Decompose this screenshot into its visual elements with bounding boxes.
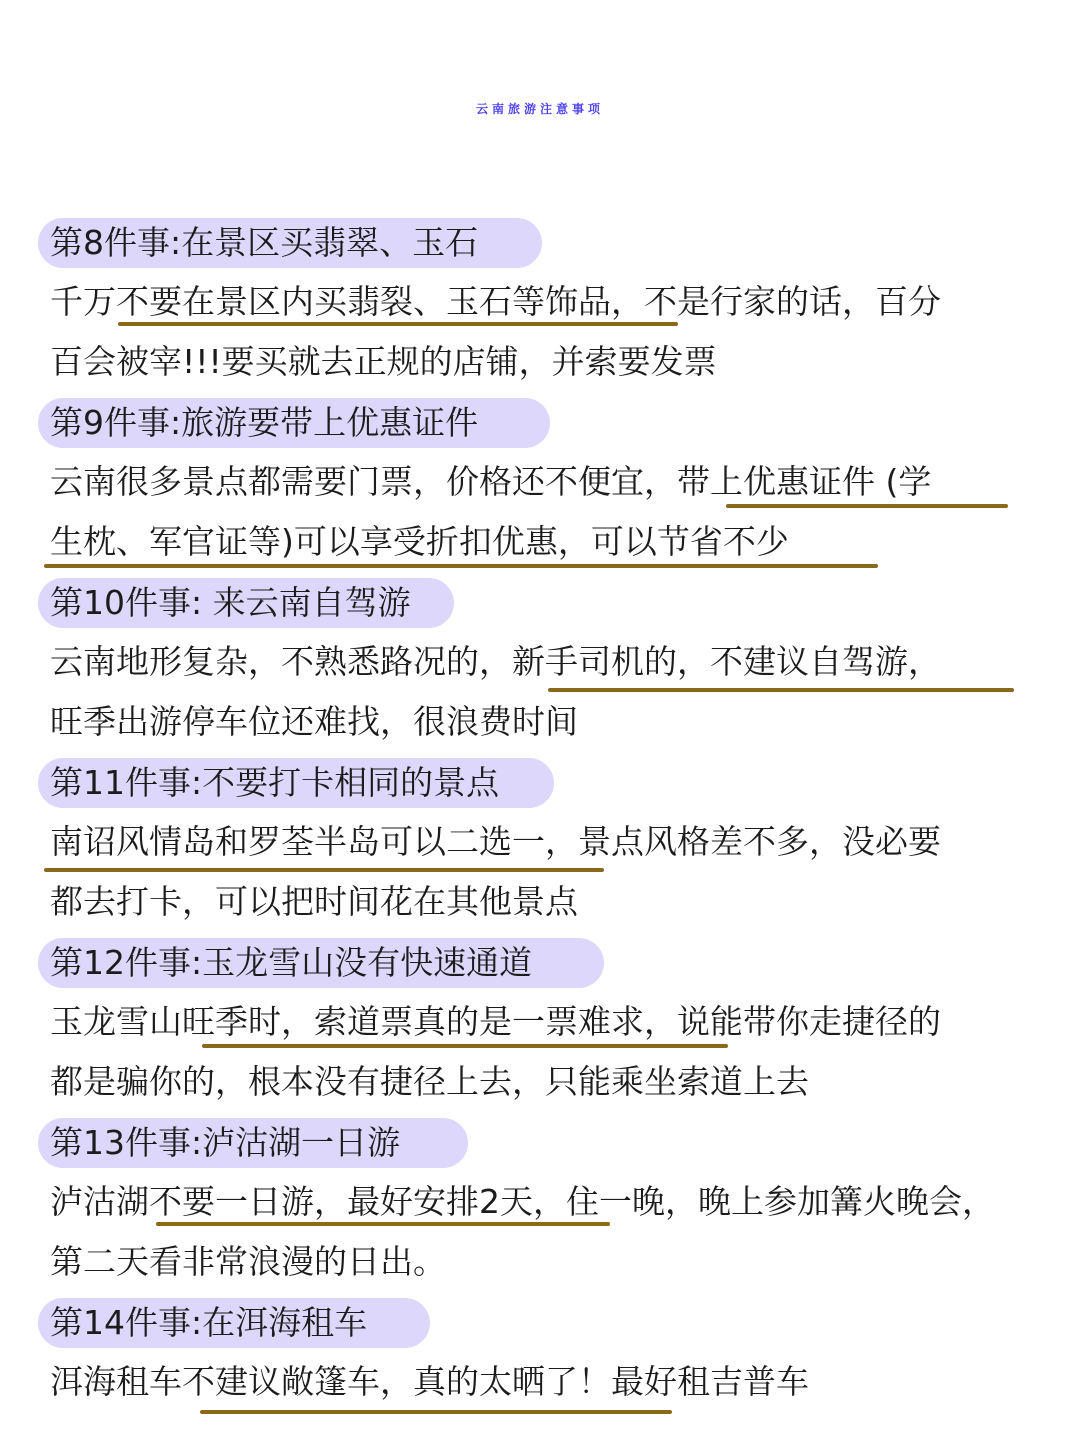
underline-mark [44,564,878,568]
body-line: 玉龙雪山旺季时，索道票真的是一票难求，说能带你走捷径的 [50,1002,941,1041]
underline-mark [548,688,1014,692]
body-line: 洱海租车不建议敞篷车，真的太晒了！最好租吉普车 [50,1362,809,1401]
underline-mark [200,1410,672,1414]
body-line: 云南地形复杂，不熟悉路况的，新手司机的，不建议自驾游， [50,642,941,681]
section-heading: 第8件事:在景区买翡翠、玉石 [50,223,479,262]
section-heading: 第11件事:不要打卡相同的景点 [50,763,500,802]
body-line: 云南很多景点都需要门票，价格还不便宜，带上优惠证件 (学 [50,462,932,501]
body-line: 第二天看非常浪漫的日出。 [50,1242,446,1281]
body-line: 泸沽湖不要一日游，最好安排2天，住一晚，晚上参加篝火晚会， [50,1182,995,1221]
section-heading: 第13件事:泸沽湖一日游 [50,1123,401,1162]
page-title: 云南旅游注意事项 [475,102,604,116]
underline-mark [726,504,1008,508]
body-line: 都是骗你的，根本没有捷径上去，只能乘坐索道上去 [50,1062,809,1101]
section-heading: 第9件事:旅游要带上优惠证件 [50,403,479,442]
body-line: 百会被宰!!!要买就去正规的店铺，并索要发票 [50,342,717,381]
section-heading: 第14件事:在洱海租车 [50,1303,368,1342]
underline-mark [156,1222,610,1226]
underline-mark [118,322,678,326]
body-line: 南诏风情岛和罗荃半岛可以二选一，景点风格差不多，没必要 [50,822,941,861]
body-line: 旺季出游停车位还难找，很浪费时间 [50,702,578,741]
underline-mark [202,1044,728,1048]
section-heading: 第12件事:玉龙雪山没有快速通道 [50,943,533,982]
underline-mark [44,868,604,872]
body-line: 千万不要在景区内买翡裂、玉石等饰品，不是行家的话，百分 [50,282,941,321]
section-heading: 第10件事: 来云南自驾游 [50,583,411,622]
body-line: 生枕、军官证等)可以享受折扣优惠，可以节省不少 [50,522,789,561]
body-line: 都去打卡，可以把时间花在其他景点 [50,882,578,921]
